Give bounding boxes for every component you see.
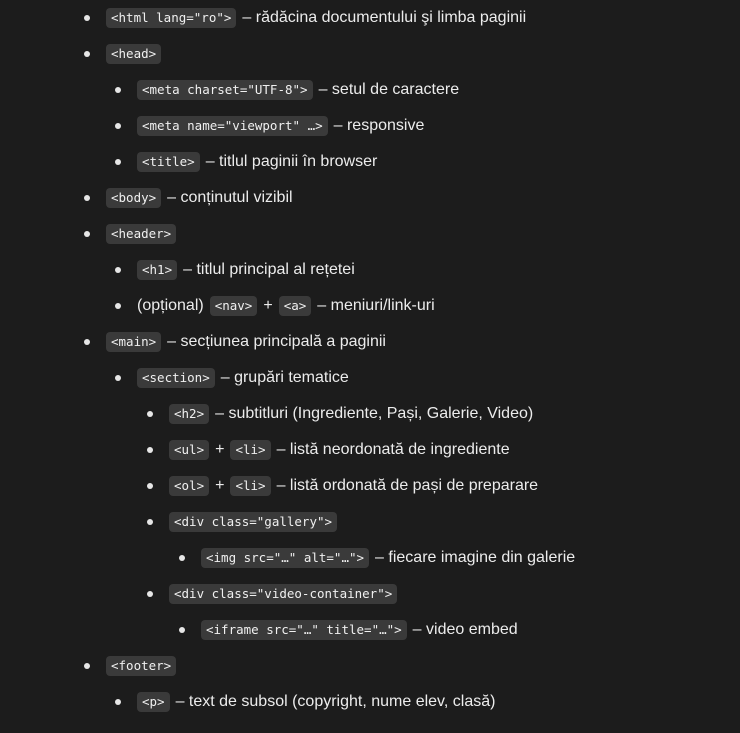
- code-tag: <html lang="ro">: [106, 8, 236, 28]
- item-description: – rădăcina documentului şi limba paginii: [242, 9, 527, 26]
- list-item: [137, 144, 377, 180]
- code-tag: <li>: [230, 476, 270, 496]
- code-tag: <iframe src="…" title="…">: [201, 620, 407, 640]
- list-item: [106, 180, 293, 216]
- code-tag: <title>: [137, 152, 200, 172]
- code-tag: <section>: [137, 368, 215, 388]
- code-tag: <a>: [279, 296, 312, 316]
- bullet: [84, 51, 90, 57]
- item-description: – secțiunea principală a paginii: [167, 333, 386, 350]
- bullet: [147, 519, 153, 525]
- bullet: [179, 627, 185, 633]
- code-tag: <img src="…" alt="…">: [201, 548, 369, 568]
- bullet: [84, 231, 90, 237]
- plus-sign: +: [263, 297, 273, 314]
- item-description: – listă ordonată de pași de preparare: [276, 477, 539, 494]
- bullet: [115, 267, 121, 273]
- code-tag: <h2>: [169, 404, 209, 424]
- item-description: – responsive: [333, 117, 425, 134]
- bullet: [84, 15, 90, 21]
- item-description: – subtitluri (Ingrediente, Pași, Galerie, Video): [215, 405, 534, 422]
- bullet: [84, 339, 90, 345]
- code-tag: <h1>: [137, 260, 177, 280]
- code-tag: <nav>: [210, 296, 258, 316]
- list-item: [137, 252, 355, 288]
- list-item: [106, 324, 386, 360]
- item-description: – setul de caractere: [318, 81, 460, 98]
- list-item: [169, 576, 397, 612]
- bullet: [115, 375, 121, 381]
- bullet: [179, 555, 185, 561]
- bullet: [147, 447, 153, 453]
- item-description: – titlul paginii în browser: [205, 153, 378, 170]
- bullet: [84, 663, 90, 669]
- list-item: [137, 108, 424, 144]
- bullet: [115, 303, 121, 309]
- code-tag: <header>: [106, 224, 176, 244]
- plus-sign: +: [215, 477, 225, 494]
- list-item: [106, 36, 161, 72]
- list-item: [201, 612, 518, 648]
- list-item: [169, 432, 510, 468]
- code-tag: <footer>: [106, 656, 176, 676]
- list-item: [169, 396, 533, 432]
- list-item: [137, 72, 459, 108]
- list-item: [169, 468, 538, 504]
- code-tag: <meta name="viewport" …>: [137, 116, 328, 136]
- code-tag: <body>: [106, 188, 161, 208]
- list-item: [201, 540, 575, 576]
- item-description: – titlul principal al rețetei: [183, 261, 355, 278]
- bullet: [115, 159, 121, 165]
- code-tag: <main>: [106, 332, 161, 352]
- item-description: – conținutul vizibil: [167, 189, 293, 206]
- item-description: – text de subsol (copyright, nume elev, clasă): [175, 693, 496, 710]
- plus-sign: +: [215, 441, 225, 458]
- list-item: [137, 360, 349, 396]
- code-tag: <div class="video-container">: [169, 584, 397, 604]
- optional-label: (opțional): [137, 297, 204, 314]
- bullet: [115, 87, 121, 93]
- bullet: [147, 483, 153, 489]
- bullet: [147, 411, 153, 417]
- bullet: [115, 699, 121, 705]
- list-item: [137, 288, 435, 324]
- list-item: [106, 648, 176, 684]
- list-item: [106, 216, 176, 252]
- list-item: [106, 0, 526, 36]
- code-tag: <li>: [230, 440, 270, 460]
- item-description: – listă neordonată de ingrediente: [276, 441, 510, 458]
- code-tag: <div class="gallery">: [169, 512, 337, 532]
- item-description: – video embed: [412, 621, 518, 638]
- code-tag: <ul>: [169, 440, 209, 460]
- item-description: – fiecare imagine din galerie: [375, 549, 576, 566]
- list-item: [137, 684, 495, 720]
- code-tag: <p>: [137, 692, 170, 712]
- bullet: [147, 591, 153, 597]
- bullet: [115, 123, 121, 129]
- code-tag: <meta charset="UTF-8">: [137, 80, 313, 100]
- bullet: [84, 195, 90, 201]
- item-description: – meniuri/link-uri: [317, 297, 435, 314]
- item-description: – grupări tematice: [220, 369, 349, 386]
- code-tag: <head>: [106, 44, 161, 64]
- list-item: [169, 504, 337, 540]
- code-tag: <ol>: [169, 476, 209, 496]
